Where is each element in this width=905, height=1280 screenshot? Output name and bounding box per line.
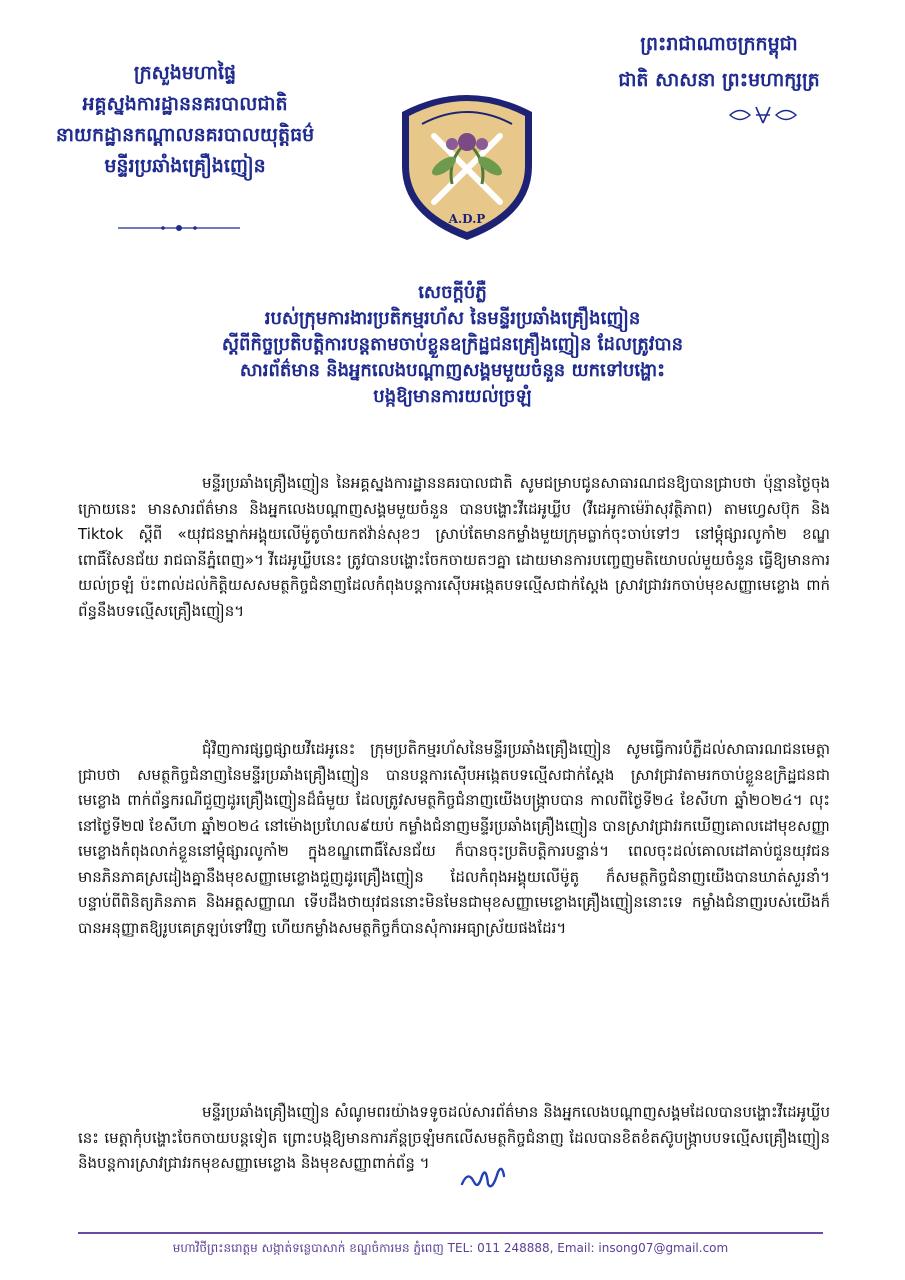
logo-caption: A.D.P (448, 212, 486, 226)
footer-divider (78, 1232, 823, 1234)
title-line-5: បង្កឱ្យមានការយល់ច្រឡំ (373, 386, 532, 407)
title-line-4: សារព័ត៌មាន និងអ្នកលេងបណ្តាញសង្គមមួយចំនួន យកទៅបង្ហោះ (239, 360, 666, 381)
department-name: នាយកដ្ឋានកណ្តាលនគរបាលយុត្តិធម៌ (55, 124, 315, 146)
kingdom-header (569, 26, 869, 98)
title-line-2: របស់ក្រុមការងារប្រតិកម្មរហ័ស នៃមន្ទីរប្រឆាំងគ្រឿងញៀន (264, 308, 641, 329)
royal-ornament-icon (726, 104, 800, 126)
ministry-header (40, 58, 330, 182)
office-name: មន្ទីរប្រឆាំងគ្រឿងញៀន (104, 155, 266, 177)
body-paragraph-1: មន្ទីរប្រឆាំងគ្រឿងញៀន នៃអគ្គស្នងការដ្ឋាននគរបាលជាតិ សូមជម្រាបជូនសាធារណជនឱ្យបានជ្រាបថា ប៉ុន្មានថ្ងៃចុងក្រោយនេះ មានសារព័ត៌មាន និងអ្នកលេងបណ្តាញសង្គមមួយចំនួន បានបង្ហោះវីដេអូឃ្លីប (វីដេអូកាម៉េរ៉ាសុវត្ថិភាព) តាមហ្វេសប៊ុក និង Tiktok ស្តីពី «យុវជនម្នាក់អង្គុយលើម៉ូតូចាំយកឥវ៉ាន់សុខៗ ស្រាប់តែមានកម្លាំងមួយក្រុមធ្លាក់ចុះចាប់ទៅៗ នៅម្តុំផ្សារលូកាំ២ ខណ្ឌពោធិ៍សែនជ័យ រាជធានីភ្នំពេញ»។ វីដេអូឃ្លីបនេះ ត្រូវបានបង្ហោះចែកចាយតៗគ្នា ដោយមានការបញ្ចេញមតិយោបល់មួយចំនួន ធ្វើឱ្យមានការយល់ច្រឡំ ប៉ះពាល់ដល់កិត្តិយសសមត្ថកិច្ចជំនាញដែលកំពុងបន្តការស៊ើបអង្កេតបទល្មើសជាក់ស្តែង ស្រាវជ្រាវរកចាប់មុខសញ្ញាមេខ្លោង ពាក់ព័ន្ធនឹងបទល្មើសគ្រឿងញៀន។ (78, 474, 830, 620)
ministry-name: ក្រសួងមហាផ្ទៃ (133, 62, 237, 84)
police-commissariat-name: អគ្គស្នងការដ្ឋាននគរបាលជាតិ (82, 93, 288, 115)
body-paragraph-3: មន្ទីរប្រឆាំងគ្រឿងញៀន សំណូមពរយ៉ាងទទូចដល់សារព័ត៌មាន និងអ្នកលេងបណ្តាញសង្គមដែលបានបង្ហោះវីដេអូឃ្លីបនេះ មេត្តាកុំបង្ហោះចែកចាយបន្តទៀត ព្រោះបង្កឱ្យមានការភ័ន្តច្រឡំមកលើសមត្ថកិច្ចជំនាញ ដែលបានខិតខំតស៊ូបង្ក្រាបបទល្មើសគ្រឿងញៀន និងបន្តការស្រាវជ្រាវរកមុខសញ្ញាមេខ្លោង និងមុខសញ្ញាពាក់ព័ន្ធ ។ (78, 1103, 830, 1172)
divider-ornament-icon (118, 222, 240, 234)
title-line-1: សេចក្តីបំភ្លឺ (418, 282, 487, 303)
initial-signature (458, 1162, 506, 1194)
kingdom-name: ព្រះរាជាណាចក្រកម្ពុជា (640, 33, 798, 55)
footer-contact: មហាវិថីព្រះនរោត្តម សង្កាត់ទន្លេបាសាក់ ខណ្ឌចំការមន ភ្នំពេញ TEL: 011 248888, Email: insong07@gmail.com (172, 1241, 729, 1255)
statement-title (120, 280, 785, 410)
national-motto: ជាតិ សាសនា ព្រះមហាក្សត្រ (618, 69, 820, 91)
body-paragraph-2: ជុំវិញការផ្សព្វផ្សាយវីដេអូនេះ ក្រុមប្រតិកម្មរហ័សនៃមន្ទីរប្រឆាំងគ្រឿងញៀន សូមធ្វើការបំភ្លឺដល់សាធារណជនមេត្តាជ្រាបថា សមត្ថកិច្ចជំនាញនៃមន្ទីរប្រឆាំងគ្រឿងញៀន បានបន្តការស៊ើបអង្កេតបទល្មើសជាក់ស្តែង ស្រាវជ្រាវតាមរកចាប់ខ្លួនឧក្រិដ្ឋជនជាមេខ្លោង ពាក់ព័ន្ធករណីជួញដូរគ្រឿងញៀនដ៏ធំមួយ ដែលត្រូវសមត្ថកិច្ចជំនាញយើងបង្ក្រាបបាន កាលពីថ្ងៃទី២៤ ខែសីហា ឆ្នាំ២០២៤។ លុះនៅថ្ងៃទី២៧ ខែសីហា ឆ្នាំ២០២៤ នៅម៉ោងប្រហែល៩យប់ កម្លាំងជំនាញមន្ទីរប្រឆាំងគ្រឿងញៀន បានស្រាវជ្រាវរកឃើញគោលដៅមុខសញ្ញាមេខ្លោងកំពុងលាក់ខ្លួននៅម្តុំផ្សារលូកាំ២ ក្នុងខណ្ឌពោធិ៍សែនជ័យ ក៏បានចុះប្រតិបត្តិការបន្ទាន់។ ពេលចុះដល់គោលដៅគាប់ជួនយុវជនមានភិនភាគស្រដៀងគ្នានឹងមុខសញ្ញាមេខ្លោងជួញដូរគ្រឿងញៀន ដែលកំពុងអង្គុយលើម៉ូតូ ក៏សមត្ថកិច្ចជំនាញយើងបានឃាត់សួរនាំ។ បន្ទាប់ពីពិនិត្យភិនភាគ និងអត្តសញ្ញាណ ទើបដឹងថាយុវជននោះមិនមែនជាមុខសញ្ញាមេខ្លោងគ្រឿងញៀននោះទេ កម្លាំងជំនាញរបស់យើងក៏បានអនុញ្ញាតឱ្យរូបគេត្រឡប់ទៅវិញ ហើយកម្លាំងសមត្ថកិច្ចក៏បានសុំការអធ្យាស្រ័យផងដែរ។ (78, 740, 830, 937)
title-line-3: ស្តីពីកិច្ចប្រតិបត្តិការបន្តតាមចាប់ខ្លួនឧក្រិដ្ឋជនគ្រឿងញៀន ដែលត្រូវបាន (221, 334, 684, 355)
anti-drug-police-logo (392, 84, 542, 244)
